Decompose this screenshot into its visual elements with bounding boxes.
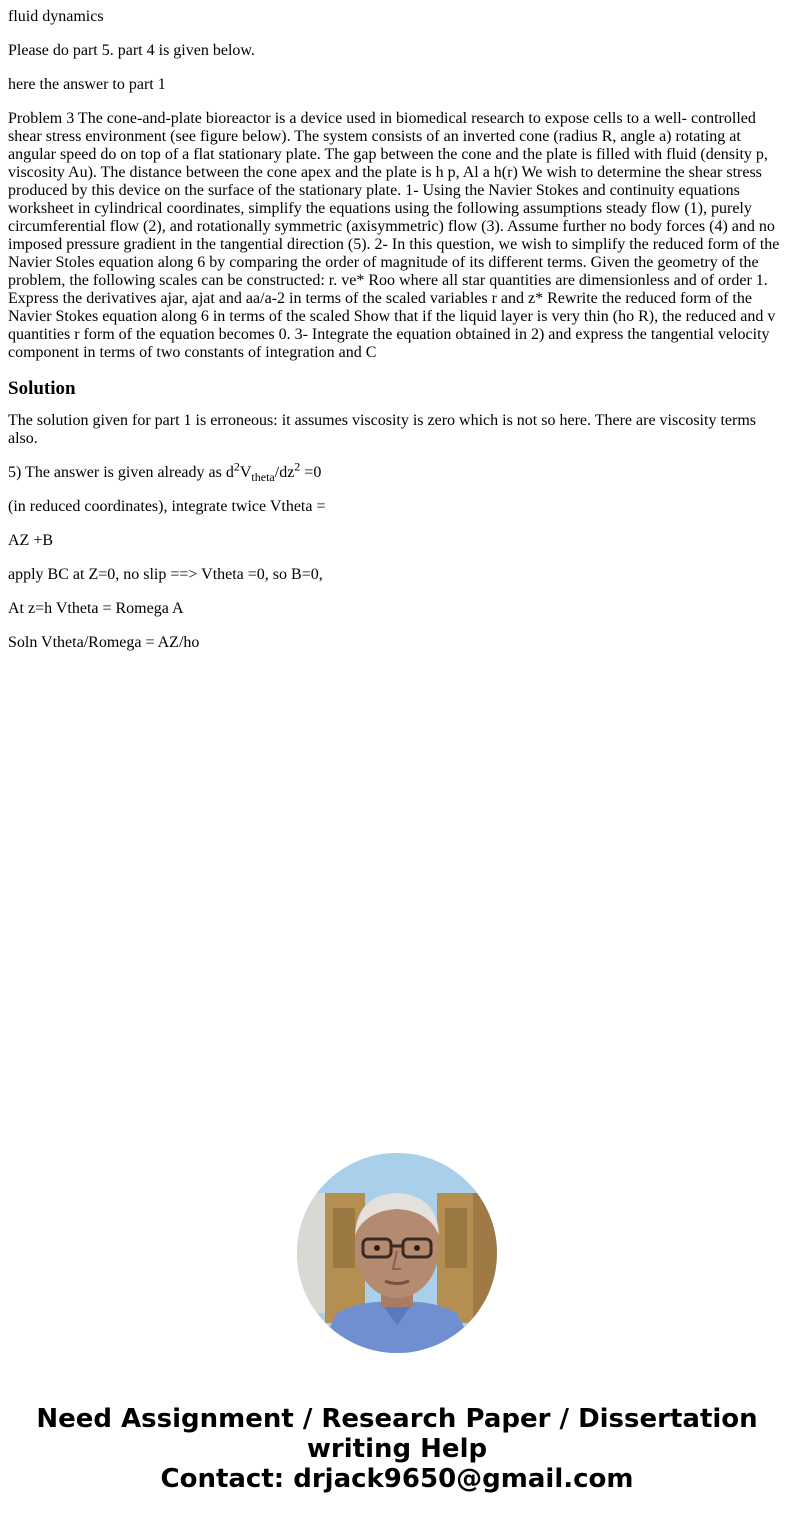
- solution-step-4: At z=h Vtheta = Romega A: [8, 600, 184, 617]
- question-title: fluid dynamics: [8, 8, 104, 25]
- equation-mid: /dz: [274, 464, 295, 481]
- tutor-avatar: [297, 1153, 497, 1353]
- promo-line-1: Need Assignment / Research Paper / Dissertation: [36, 1404, 758, 1434]
- solution-step-2: AZ +B: [8, 532, 54, 549]
- solution-heading: Solution: [8, 378, 76, 399]
- equation-prefix: 5) The answer is given already as d: [8, 464, 234, 481]
- equation-superscript-1: 2: [233, 459, 240, 474]
- solution-equation: [8, 459, 784, 485]
- equation-suffix: =0: [300, 464, 322, 481]
- equation-superscript-2: 2: [294, 459, 301, 474]
- problem-statement: Problem 3 The cone-and-plate bioreactor is a device used in biomedical research to expose cells to a well- controlled shear stress environment (see figure below). The system consists of an inverted cone (radius R, angle a) rotating at angular speed do on top of a flat stationary plate. The gap between the cone and the plate is filled with fluid (density p, viscosity Au). The distance between the cone apex and the plate is h p, Al a h(r) We wish to determine the shear stress produced by this device on the surface of the stationary plate. 1- Using the Navier Stokes and continuity equations worksheet in cylindrical coordinates, simplify the equations using the following assumptions steady flow (1), purely circumferential flow (2), and rotationally symmetric (axisymmetric) flow (3). Assume further no body forces (4) and no imposed pressure gradient in the tangential direction (5). 2- In this question, we wish to simplify the reduced form of the Navier Stoles equation along 6 by comparing the order of magnitude of its different terms. Given the geometry of the problem, the following scales can be constructed: r. ve* Roo where all star quantities are dimensionless and of order 1. Express the derivatives ajar, ajat and aa/a-2 in terms of the scaled variables r and z* Rewrite the reduced form of the Navier Stokes equation along 6 in terms of the scaled Show that if the liquid layer is very thin (ho R), the reduced and v quantities r form of the equation becomes 0. 3- Integrate the equation obtained in 2) and express the tangential velocity component in terms of two constants of integration and C: [8, 110, 780, 361]
- question-note: here the answer to part 1: [8, 76, 166, 93]
- promo-contact: Contact: drjack9650@gmail.com: [160, 1464, 634, 1494]
- equation-subscript: theta: [251, 470, 275, 485]
- solution-step-5: Soln Vtheta/Romega = AZ/ho: [8, 634, 200, 651]
- question-instruction: Please do part 5. part 4 is given below.: [8, 42, 255, 59]
- promo-banner: [0, 1404, 794, 1494]
- promo-line-2: writing Help: [306, 1434, 488, 1464]
- solution-intro: The solution given for part 1 is erroneous: it assumes viscosity is zero which is not so here. There are viscosity terms also.: [8, 412, 756, 447]
- equation-v: V: [239, 464, 252, 481]
- solution-step-3: apply BC at Z=0, no slip ==> Vtheta =0, so B=0,: [8, 566, 323, 583]
- solution-step-1: (in reduced coordinates), integrate twice Vtheta =: [8, 498, 326, 515]
- tutor-portrait-icon: [297, 1153, 497, 1353]
- document-content: [8, 8, 784, 668]
